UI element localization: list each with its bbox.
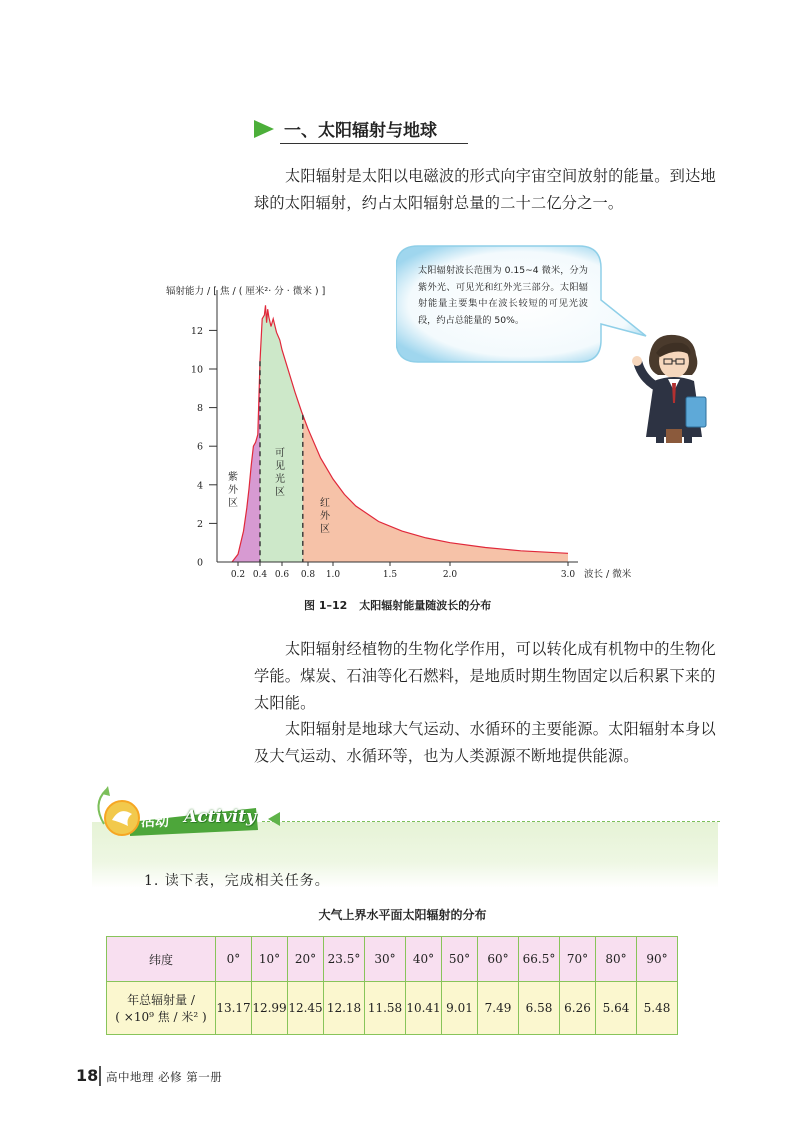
footer-divider [99, 1066, 101, 1086]
table-header-radiation-line2: ( ×10⁹ 焦 / 米² ) [115, 1010, 207, 1024]
table-row-radiation [107, 982, 678, 1035]
speech-bubble-text: 太阳辐射波长范围为 0.15~4 微米，分为紫外光、可见光和红外光三部分。太阳辐射能量主要集中在波长较短的可见光波段，约占总能量的 50%。 [418, 265, 588, 326]
triangle-bullet-icon [254, 120, 274, 138]
table-cell: 0° [216, 937, 252, 982]
chart-x-tick-label: 0.4 [252, 570, 268, 580]
heading-underline [280, 143, 468, 144]
chart-region-label: 区 [275, 487, 285, 498]
chart-y-tick-label: 2 [196, 518, 203, 530]
chart-x-tick-label: 1.5 [382, 570, 398, 580]
table-cell: 6.58 [519, 982, 560, 1035]
book-title: 高中地理 必修 第一册 [106, 1070, 223, 1084]
chart-x-tick-label: 3.0 [560, 570, 576, 580]
table-cell: 90° [637, 937, 678, 982]
table-cell: 5.64 [596, 982, 637, 1035]
table-cell: 11.58 [365, 982, 406, 1035]
table-cell: 66.5° [519, 937, 560, 982]
paragraph-biochemical-energy: 太阳辐射经植物的生物化学作用，可以转化成有机物中的生物化学能。煤炭、石油等化石燃料，是地质时期生物固定以后积累下来的太阳能。 [254, 640, 716, 712]
table-cell: 20° [288, 937, 324, 982]
chart-region-label: 可 [275, 448, 285, 459]
paragraph-intro: 太阳辐射是太阳以电磁波的形式向宇宙空间放射的能量。到达地球的太阳辐射，约占太阳辐射总量的二十二亿分之一。 [254, 167, 716, 212]
teacher-character-illustration [620, 333, 720, 443]
table-row-latitude [107, 937, 678, 982]
table-cell: 30° [365, 937, 406, 982]
chart-region-label: 区 [320, 524, 330, 535]
table-cell: 80° [596, 937, 637, 982]
chart-region-label: 外 [228, 485, 238, 496]
table-cell: 12.18 [324, 982, 365, 1035]
table-cell: 60° [478, 937, 519, 982]
table-title: 大气上界水平面太阳辐射的分布 [318, 908, 487, 922]
table-cell: 12.99 [252, 982, 288, 1035]
chart-region-label: 紫 [228, 472, 238, 483]
chart-x-tick-label: 0.8 [300, 570, 316, 580]
figure-caption [304, 597, 491, 613]
section-heading-text: 一、太阳辐射与地球 [284, 121, 437, 141]
chart-region-label: 外 [320, 511, 330, 522]
chart-region-1 [232, 361, 260, 562]
chart-y-axis-label: 辐射能力 / [ 焦 / ( 厘米²· 分 · 微米 ) ] [166, 286, 326, 297]
chart-y-tick-label: 8 [196, 403, 203, 415]
paragraph-energy-source: 太阳辐射是地球大气运动、水循环的主要能源。太阳辐射本身以及大气运动、水循环等，也为人类源源不断地提供能源。 [254, 720, 716, 765]
chart-y-tick-label: 10 [190, 364, 203, 376]
table-cell: 10.41 [406, 982, 442, 1035]
chart-y-tick-label: 0 [196, 557, 203, 569]
table-cell: 13.17 [216, 982, 252, 1035]
table-cell: 70° [560, 937, 596, 982]
activity-label-en: Activity [184, 807, 256, 827]
table-header-radiation-line1: 年总辐射量 / [127, 993, 195, 1007]
table-header-latitude: 纬度 [107, 937, 216, 982]
chart-region-2 [260, 305, 303, 562]
table-cell: 7.49 [478, 982, 519, 1035]
table-cell: 5.48 [637, 982, 678, 1035]
table-cell: 40° [406, 937, 442, 982]
table-cell: 10° [252, 937, 288, 982]
activity-label-cn: 活动 [141, 814, 169, 830]
activity-task: 1. 读下表，完成相关任务。 [144, 873, 330, 889]
chart-x-tick-label: 0.2 [230, 570, 246, 580]
chart-y-tick-label: 4 [196, 480, 203, 492]
table-header-radiation [107, 982, 216, 1035]
chart-region-label: 红 [320, 498, 330, 509]
chart-y-tick-label: 12 [190, 325, 203, 337]
chart-x-tick-label: 2.0 [442, 570, 458, 580]
page-number: 18 [76, 1066, 99, 1085]
table-cell: 12.45 [288, 982, 324, 1035]
chart-region-label: 光 [275, 474, 285, 485]
activity-dashed-line [262, 821, 720, 822]
figure-title: 太阳辐射能量随波长的分布 [359, 599, 492, 612]
chart-region-label: 见 [275, 461, 285, 472]
section-heading [250, 116, 468, 146]
chart-x-axis-label: 波长 / 微米 [584, 569, 632, 580]
table-cell: 9.01 [442, 982, 478, 1035]
figure-number: 图 1–12 [304, 599, 348, 612]
chart-region-label: 区 [228, 498, 238, 509]
table-cell: 23.5° [324, 937, 365, 982]
chart-x-tick-label: 1.0 [325, 570, 341, 580]
table-cell: 50° [442, 937, 478, 982]
table-cell: 6.26 [560, 982, 596, 1035]
chart-x-tick-label: 0.6 [274, 570, 290, 580]
radiation-table [106, 936, 678, 1035]
chart-y-tick-label: 6 [196, 441, 203, 453]
arrow-left-icon [268, 812, 280, 826]
